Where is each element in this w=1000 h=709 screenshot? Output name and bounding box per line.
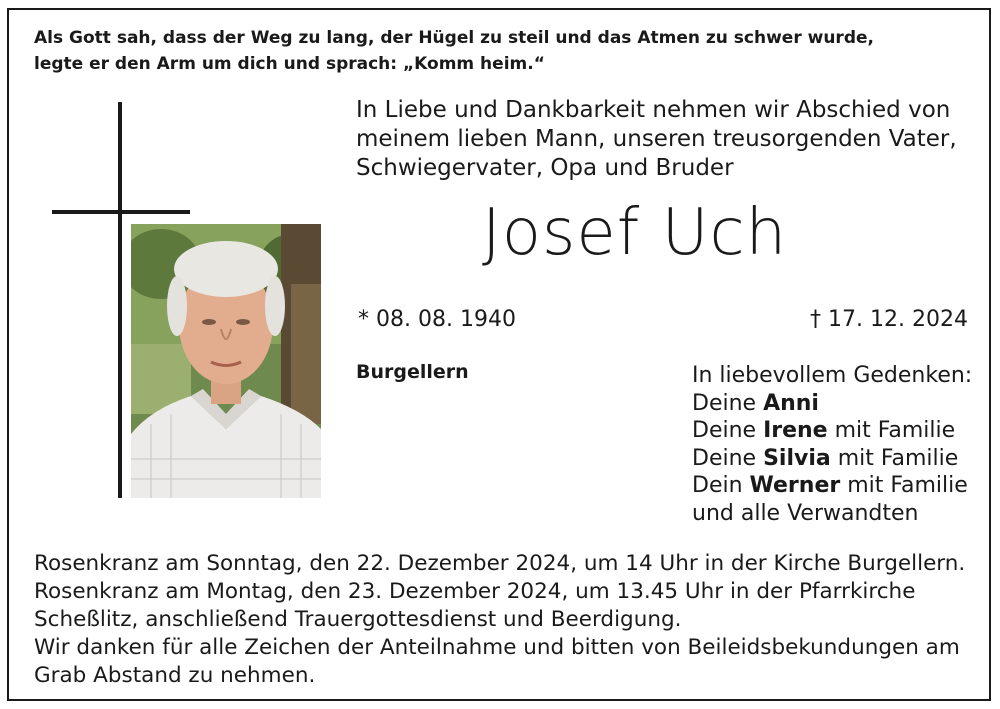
opening-quote: [34, 25, 874, 77]
family-heading: In liebevollem Gedenken:: [692, 363, 973, 388]
member-name: Silvia: [763, 445, 831, 471]
service-details: [34, 550, 965, 690]
family-list: [692, 362, 972, 527]
hometown: Burgellern: [356, 361, 469, 383]
cross-icon-vertical: [118, 102, 122, 498]
quote-line: legte er den Arm um dich und sprach: „Komm heim.“: [34, 54, 545, 74]
portrait-image: [131, 224, 321, 498]
family-member: Dein Werner mit Familie: [692, 473, 968, 498]
footer-line: Grab Abstand zu nehmen.: [34, 663, 316, 688]
intro-line: Schwiegervater, Opa und Bruder: [356, 155, 734, 181]
birth-date: * 08. 08. 1940: [358, 307, 516, 332]
member-name: Werner: [749, 473, 841, 498]
intro-line: In Liebe und Dankbarkeit nehmen wir Abschied von: [356, 97, 951, 123]
member-name: Anni: [763, 390, 819, 416]
family-member: Deine Anni: [692, 390, 819, 416]
intro-text: [356, 96, 957, 183]
footer-line: Rosenkranz am Sonntag, den 22. Dezember 2024, um 14 Uhr in der Kirche Burgellern.: [34, 551, 966, 576]
deceased-name: Josef Uch: [482, 196, 788, 270]
footer-line: Wir danken für alle Zeichen der Anteilnahme und bitten von Beileidsbekundungen am: [34, 635, 960, 660]
intro-line: meinem lieben Mann, unseren treusorgenden Vater,: [356, 126, 957, 152]
death-date: † 17. 12. 2024: [810, 307, 968, 332]
family-member: Deine Silvia mit Familie: [692, 445, 959, 471]
footer-line: Scheßlitz, anschließend Trauergottesdienst und Beerdigung.: [34, 607, 682, 632]
family-closing: und alle Verwandten: [692, 500, 919, 526]
cross-icon-horizontal: [52, 210, 190, 214]
portrait-photo: [131, 224, 321, 498]
member-name: Irene: [763, 418, 828, 443]
family-member: Deine Irene mit Familie: [692, 418, 956, 443]
quote-line: Als Gott sah, dass der Weg zu lang, der Hügel zu steil und das Atmen zu schwer wurde,: [34, 28, 874, 48]
footer-line: Rosenkranz am Montag, den 23. Dezember 2024, um 13.45 Uhr in der Pfarrkirche: [34, 579, 916, 604]
